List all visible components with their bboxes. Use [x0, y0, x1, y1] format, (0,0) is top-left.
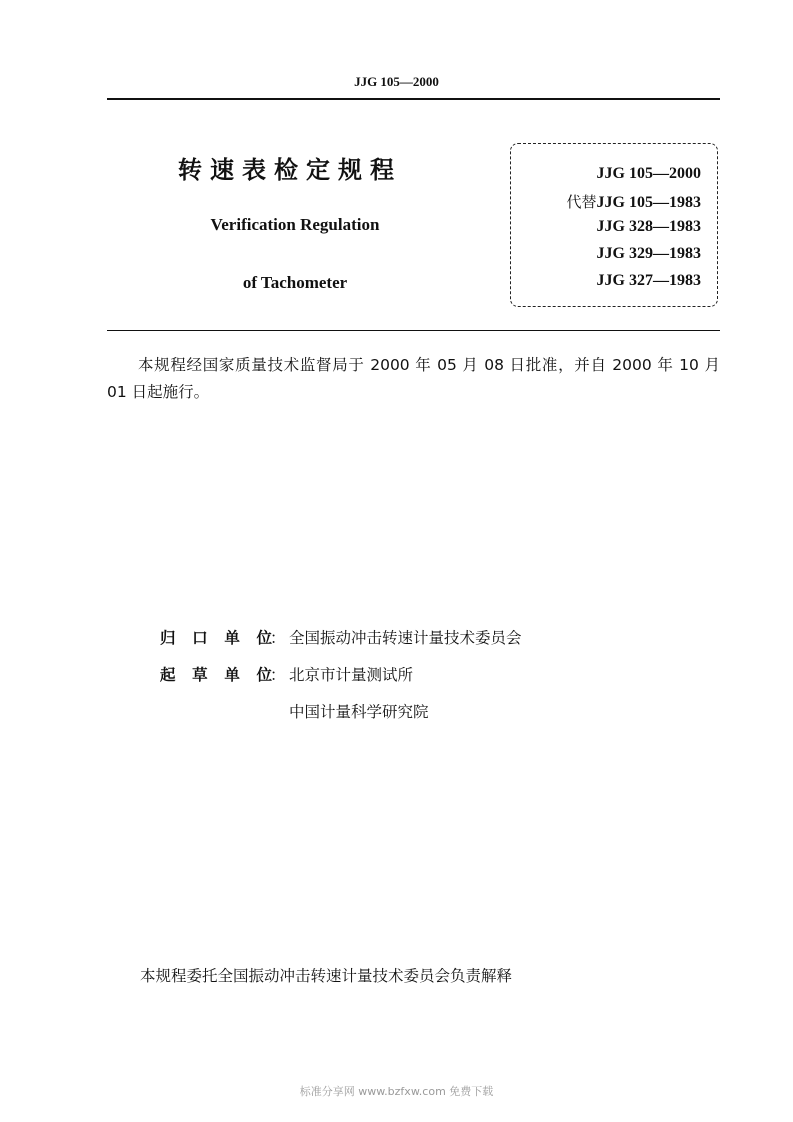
interpretation-statement: 本规程委托全国振动冲击转速计量技术委员会负责解释	[140, 967, 513, 985]
responsible-unit-colon: ：	[270, 629, 286, 647]
title-english-line1: Verification Regulation	[210, 215, 380, 234]
drafting-unit-value-2: 中国计量科学研究院	[289, 703, 429, 721]
responsible-unit-label	[160, 626, 272, 648]
drafting-unit-value-1: 北京市计量测试所	[289, 666, 414, 684]
replaced-code-1: JJG 105—1983	[596, 194, 701, 211]
replaced-code-3: JJG 329—1983	[596, 245, 701, 262]
label-char: 位	[256, 666, 272, 684]
middle-rule	[107, 330, 720, 331]
replaces-prefix: 代替	[566, 193, 597, 211]
title-english-line2: of Tachometer	[242, 273, 348, 292]
label-char: 位	[256, 629, 272, 647]
drafting-unit-colon: ：	[270, 666, 286, 684]
footer-watermark: 标准分享网 www.bzfxw.com 免费下载	[299, 1085, 494, 1098]
responsible-unit-value: 全国振动冲击转速计量技术委员会	[289, 629, 522, 647]
label-char: 草	[192, 666, 208, 684]
document-code-header: JJG 105—2000	[354, 74, 439, 89]
label-char: 单	[224, 629, 240, 647]
label-char: 归	[160, 629, 176, 647]
replaced-code-2: JJG 328—1983	[596, 218, 701, 235]
drafting-unit-label	[160, 663, 272, 685]
label-char: 口	[192, 629, 208, 647]
replaced-code-4: JJG 327—1983	[596, 272, 701, 289]
approval-statement: 本规程经国家质量技术监督局于 2000 年 05 月 08 日批准，并自 2000 年 10 月 01 日起施行。	[107, 356, 720, 401]
top-rule	[107, 98, 720, 100]
label-char: 单	[224, 666, 240, 684]
replaces-code-line	[567, 191, 701, 212]
title-chinese: 转速表检定规程	[178, 156, 402, 184]
label-char: 起	[160, 666, 176, 684]
current-code: JJG 105—2000	[596, 165, 701, 182]
